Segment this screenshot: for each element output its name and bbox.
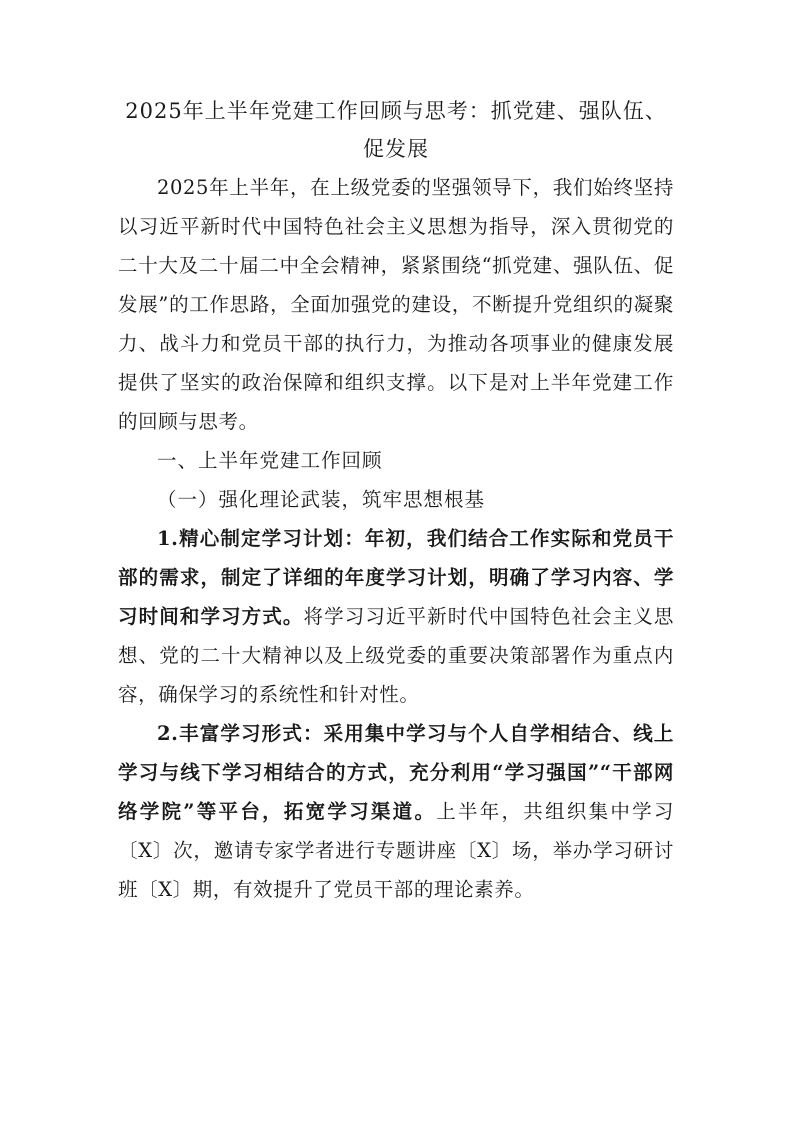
item-2-body: 上半年，共组织集中学习〔X〕次，邀请专家学者进行专题讲座〔X〕场，举办学习研讨班〔X〕期，有效提升了党员干部的理论素养。: [118, 800, 675, 901]
document-body: [118, 92, 674, 909]
item-1-body: 将学习习近平新时代中国特色社会主义思想、党的二十大精神以及上级党委的重要决策部署作为重点内容，确保学习的系统性和针对性。: [118, 605, 674, 706]
section-heading: 一、上半年党建工作回顾: [157, 449, 383, 472]
subsection-heading: （一）强化理论武装，筑牢思想根基: [157, 488, 486, 511]
item-2-lead: 2.丰富学习形式：采用集中学习与个人自学相结合、线上学习与线下学习相结合的方式，充分利用“学习强国”“干部网络学院”等平台，拓宽学习渠道。: [118, 722, 674, 823]
document-title: 2025年上半年党建工作回顾与思考：抓党建、强队伍、促发展: [125, 99, 667, 161]
item-1-lead: 1.精心制定学习计划：年初，我们结合工作实际和党员干部的需求，制定了详细的年度学习计划，明确了学习内容、学习时间和学习方式。: [118, 527, 674, 628]
intro-paragraph: 2025年上半年，在上级党委的坚强领导下，我们始终坚持以习近平新时代中国特色社会主义思想为指导，深入贯彻党的二十大及二十届二中全会精神，紧紧围绕“抓党建、强队伍、促发展”的工作思路，全面加强党的建设，不断提升党组织的凝聚力、战斗力和党员干部的执行力，为推动各项事业的健康发展提供了坚实的政治保障和组织支撑。以下是对上半年党建工作的回顾与思考。: [118, 176, 674, 433]
item-1-paragraph: [118, 519, 674, 714]
item-2-paragraph: [118, 714, 674, 909]
